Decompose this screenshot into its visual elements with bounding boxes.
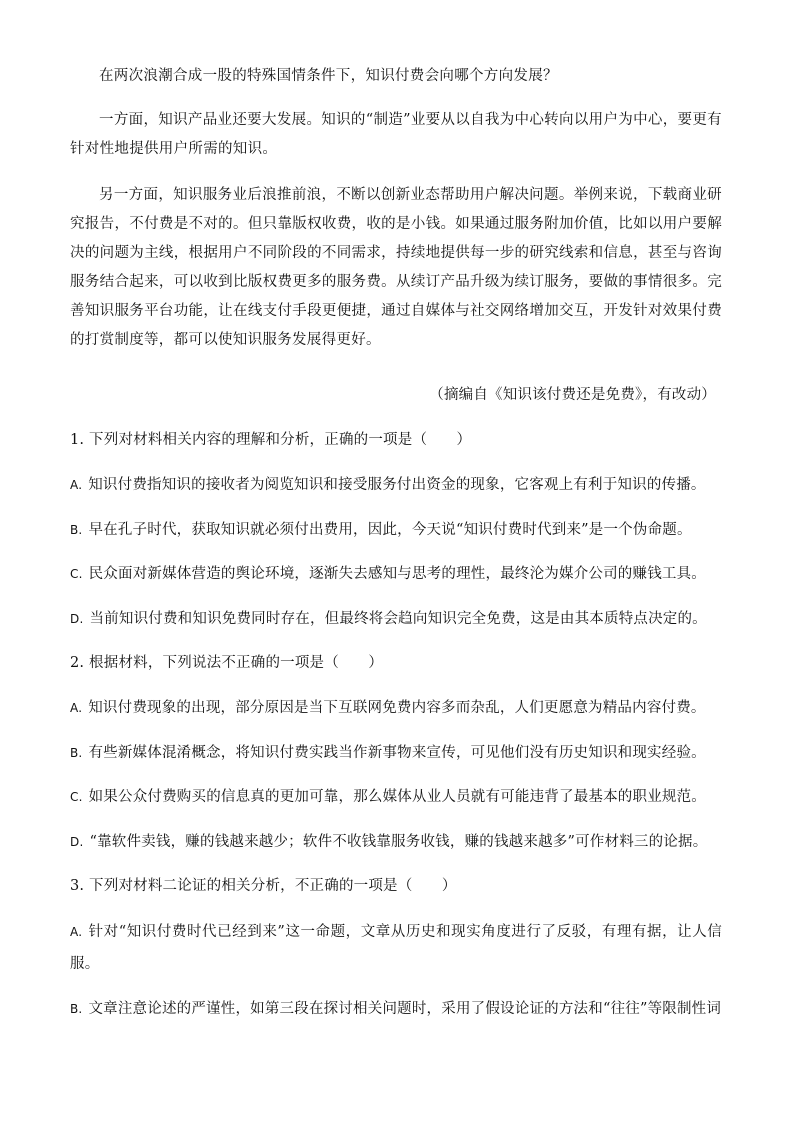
option-text: 如果公众付费购买的信息真的更加可靠，那么媒体从业人员就有可能违背了最基本的职业规范。 xyxy=(88,789,706,805)
question-1-option-b xyxy=(70,519,722,541)
paragraph-1: 在两次浪潮合成一股的特殊国情条件下，知识付费会向哪个方向发展？ xyxy=(99,68,558,84)
option-label: B. xyxy=(70,523,83,537)
question-1-option-a xyxy=(70,474,722,496)
question-1-option-c xyxy=(70,563,722,585)
option-text: 针对“知识付费时代已经到来”这一命题，文章从历史和现实角度进行了反驳，有理有据，让人信服。 xyxy=(70,924,722,972)
option-label: A. xyxy=(70,925,83,939)
question-2-option-d xyxy=(70,831,722,853)
option-label: D. xyxy=(70,835,84,849)
option-text: 有些新媒体混淆概念，将知识付费实践当作新事物来宣传，可见他们没有历史知识和现实经验。 xyxy=(88,745,706,761)
option-label: D. xyxy=(70,612,84,626)
option-label: B. xyxy=(70,1002,83,1016)
question-3-option-b xyxy=(70,998,722,1020)
option-text: 知识付费现象的出现，部分原因是当下互联网免费内容多而杂乱，人们更愿意为精品内容付费。 xyxy=(88,700,706,716)
question-3-option-a xyxy=(70,916,722,980)
question-2-option-b xyxy=(70,742,722,764)
option-text: 民众面对新媒体营造的舆论环境，逐渐失去感知与思考的理性，最终沦为媒介公司的赚钱工具。 xyxy=(88,566,706,582)
paragraph-3: 另一方面，知识服务业后浪推前浪，不断以创新业态帮助用户解决问题。举例来说，下载商业研究报告，不付费是不对的。但只靠版权收费，收的是小钱。如果通过服务附加价值，比如以用户要解决的问题为主线，根据用户不同阶段的不同需求，持续地提供每一步的研究线索和信息，甚至与咨询服务结合起来，可以收到比版权费更多的服务费。从续订产品升级为续订服务，要做的事情很多。完善知识服务平台功能，让在线支付手段更便捷，通过自媒体与社交网络增加交互，开发针对效果付费的打赏制度等，都可以使知识服务发展得更好。 xyxy=(70,187,722,348)
option-label: C. xyxy=(70,567,83,581)
question-2-option-c xyxy=(70,786,722,808)
question-1-stem: 1. 下列对材料相关内容的理解和分析，正确的一项是（ ） xyxy=(70,432,472,448)
option-text: 知识付费指知识的接收者为阅览知识和接受服务付出资金的现象，它客观上有利于知识的传播。 xyxy=(88,477,706,493)
option-label: C. xyxy=(70,790,83,804)
option-text: 当前知识付费和知识免费同时存在，但最终将会趋向知识完全免费，这是由其本质特点决定的。 xyxy=(89,611,707,627)
question-1-option-d xyxy=(70,608,722,630)
question-2-option-a xyxy=(70,697,722,719)
option-label: B. xyxy=(70,746,83,760)
question-2-stem: 2. 根据材料，下列说法不正确的一项是（ ） xyxy=(70,655,384,671)
question-3-stem: 3. 下列对材料二论证的相关分析，不正确的一项是（ ） xyxy=(70,878,457,894)
option-text: 文章注意论述的严谨性，如第三段在探讨相关问题时，采用了假设论证的方法和“往往”等限制性词 xyxy=(88,1001,722,1017)
option-text: “靠软件卖钱，赚的钱越来越少；软件不收钱靠服务收钱，赚的钱越来越多”可作材料三的论据。 xyxy=(89,834,708,850)
option-label: A. xyxy=(70,701,83,715)
paragraph-2: 一方面，知识产品业还要大发展。知识的“制造”业要从以自我为中心转向以用户为中心，要更有针对性地提供用户所需的知识。 xyxy=(70,112,722,157)
source-citation: （摘编自《知识该付费还是免费》，有改动） xyxy=(429,387,716,403)
option-label: A. xyxy=(70,478,83,492)
option-text: 早在孔子时代，获取知识就必须付出费用，因此，今天说“知识付费时代到来”是一个伪命题。 xyxy=(88,522,692,538)
